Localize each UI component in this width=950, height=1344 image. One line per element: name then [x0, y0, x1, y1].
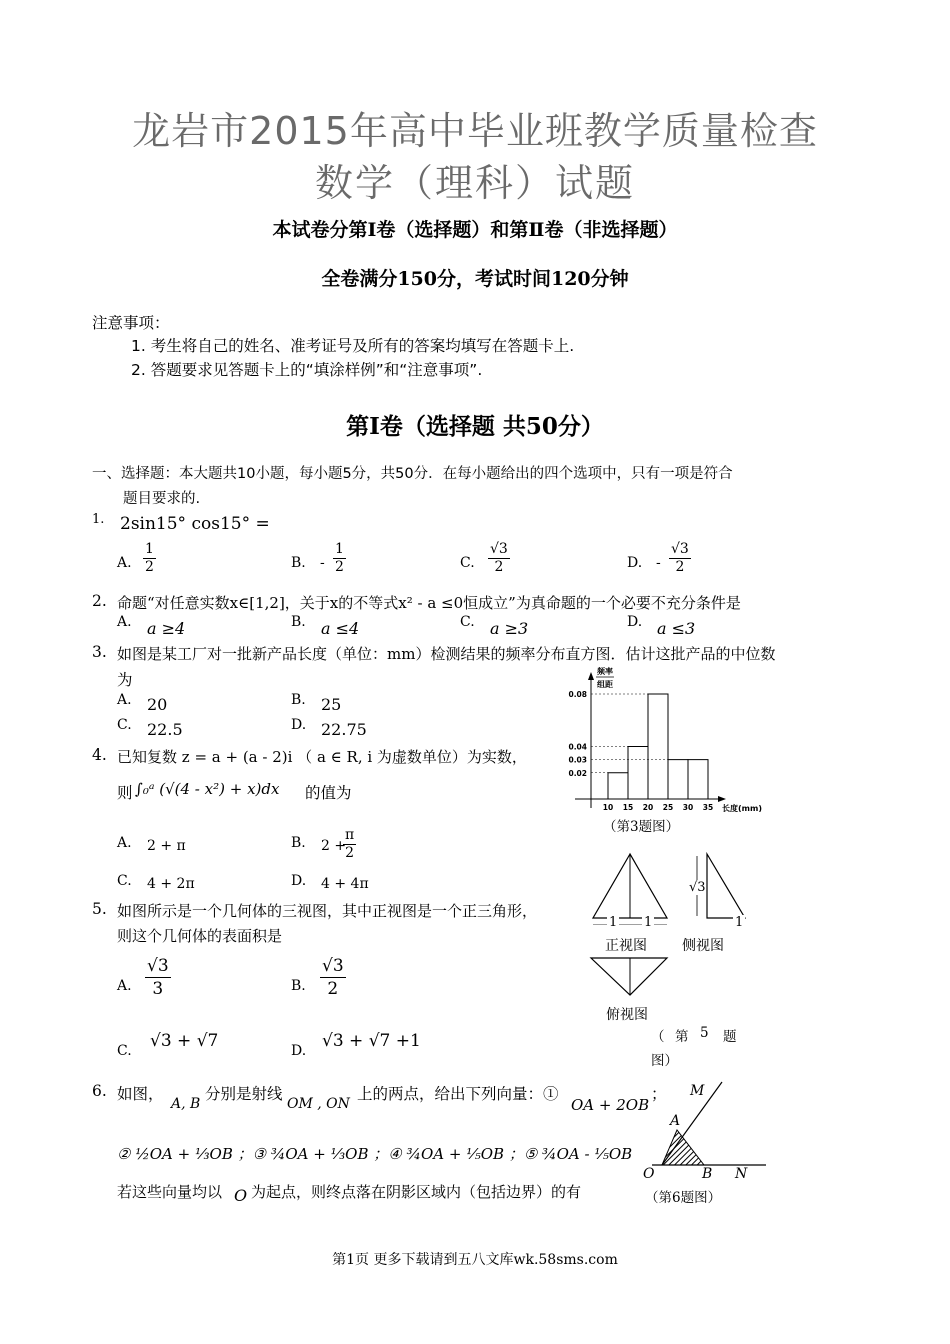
q6-separator: ； — [651, 1085, 667, 1103]
q1-label-b: B. — [291, 555, 306, 571]
top-view-figure — [585, 955, 685, 1000]
hist-ytick-0.04: 0.04 — [568, 742, 587, 752]
q1-d-den: 2 — [675, 559, 685, 575]
label-a: A — [670, 1113, 681, 1129]
q3-option-b: 25 — [321, 695, 342, 714]
q2-label-d: D. — [627, 614, 643, 630]
q1-options — [117, 541, 717, 587]
front-view-label: 正视图 — [605, 938, 647, 954]
q5-label-d: D. — [291, 1043, 307, 1059]
notice-heading: 注意事项： — [92, 314, 170, 332]
q6-vectors-2-5: ② ½OA + ⅓OB ；③ ¾OA + ⅓OB ；④ ¾OA + ⅕OB ；⑤ ¾OA - ⅕OB — [117, 1145, 633, 1163]
q1-option-d — [669, 541, 691, 576]
q4-label-c: C. — [117, 873, 132, 889]
front-dim-right: 1 — [644, 915, 653, 930]
q6-rays: OM , ON — [287, 1096, 350, 1112]
hist-xlabel: 长度(mm) — [722, 804, 762, 812]
hist-xtick-20: 20 — [642, 803, 654, 812]
views-caption-4: 题 — [723, 1029, 737, 1045]
label-b: B — [702, 1166, 713, 1182]
q3-stem-cont: 为 — [117, 671, 133, 689]
q4-stem-suffix: 的值为 — [305, 784, 352, 802]
q5-stem: 如图所示是一个几何体的三视图，其中正视图是一个正三角形， — [117, 902, 538, 920]
q4-option-c: 4 + 2π — [147, 876, 195, 892]
label-n: N — [735, 1166, 748, 1182]
q2-option-d: a ≤3 — [657, 619, 696, 638]
q6-number: 6. — [92, 1082, 107, 1100]
q2-label-b: B. — [291, 614, 306, 630]
document-subject: 数学（理科）试题 — [314, 161, 635, 205]
q6-stem-d: 若这些向量均以 — [117, 1183, 223, 1201]
histogram-figure — [560, 662, 775, 812]
q5-a-den: 3 — [152, 979, 164, 999]
q1-b-num: 1 — [335, 541, 344, 557]
q5-b-num: √3 — [322, 956, 344, 976]
hist-bar-10-15 — [608, 773, 628, 799]
views-caption-2: 第 — [675, 1029, 689, 1045]
q4-option-b-frac — [343, 827, 356, 862]
top-view-shape — [585, 955, 685, 1000]
q1-d-num: √3 — [671, 541, 689, 557]
section-title: 第Ⅰ卷（选择题 共50分） — [346, 413, 604, 440]
q4-label-b: B. — [291, 835, 306, 851]
q2-label-c: C. — [460, 614, 475, 630]
q5-option-d: √3 + √7 +1 — [322, 1031, 421, 1051]
notice-item-2: 2. 答题要求见答题卡上的“填涂样例”和“注意事项”. — [131, 361, 483, 379]
q4-b-num: π — [345, 827, 355, 843]
hist-x-arrow — [718, 796, 726, 802]
q3-option-a: 20 — [147, 695, 168, 714]
q1-b-den: 2 — [335, 559, 344, 575]
side-view-triangle — [707, 854, 745, 918]
q5-option-a — [145, 955, 171, 1000]
q5-option-c: √3 + √7 — [150, 1031, 219, 1051]
top-view-label: 俯视图 — [606, 1007, 648, 1023]
document-title: 龙岩市2015年高中毕业班教学质量检查 — [132, 109, 818, 153]
q4-b-den: 2 — [345, 845, 355, 861]
q5-label-b: B. — [291, 978, 306, 994]
hist-bar-20-25 — [648, 694, 668, 799]
q2-option-c: a ≥3 — [490, 619, 529, 638]
q1-a-num: 1 — [145, 541, 154, 557]
label-o: O — [643, 1166, 655, 1182]
q4-option-d: 4 + 4π — [321, 876, 369, 892]
q3-label-c: C. — [117, 717, 132, 733]
q6-stem-e: 为起点，则终点落在阴影区域内（包括边界）的有 — [251, 1183, 582, 1201]
q4-integral: ∫₀ᵃ (√(4 - x²) + x)dx — [135, 780, 280, 798]
q5-number: 5. — [92, 900, 107, 918]
q1-number: 1. — [92, 512, 105, 527]
q4-stem-prefix: 则 — [117, 784, 133, 802]
rays-caption: （第6题图） — [645, 1190, 722, 1206]
q1-option-c — [488, 541, 510, 576]
hist-ylabel-top: 频率 — [597, 667, 613, 676]
three-views-figure — [585, 850, 775, 960]
q6-stem-b: 分别是射线 — [205, 1085, 283, 1103]
exam-time-note: 全卷满分150分，考试时间120分钟 — [321, 268, 629, 290]
hist-ylabel-bottom: 组距 — [597, 680, 613, 689]
histogram-chart — [560, 662, 775, 812]
hist-ytick-0.08: 0.08 — [568, 690, 587, 699]
views-caption-1: （ — [651, 1029, 665, 1045]
q5-label-a: A. — [117, 978, 132, 994]
q4-label-a: A. — [117, 835, 132, 851]
q1-option-a — [143, 541, 156, 576]
hist-caption: （第3题图） — [603, 819, 680, 835]
q5-label-c: C. — [117, 1043, 132, 1059]
hist-xtick-10: 10 — [602, 803, 614, 812]
section-intro-cont: 题目要求的. — [123, 491, 201, 507]
q1-c-den: 2 — [494, 559, 504, 575]
q3-number: 3. — [92, 643, 107, 661]
page-footer: 第1页 更多下载请到五八文库wk.58sms.com — [332, 1252, 618, 1268]
q5-option-b — [320, 955, 346, 1000]
q1-label-a: A. — [117, 555, 132, 571]
top-view-triangle — [591, 958, 667, 995]
front-side-views — [585, 850, 775, 925]
views-caption-5: 图） — [651, 1053, 678, 1069]
q6-stem-c: 上的两点，给出下列向量：① — [357, 1085, 559, 1103]
side-dim-bottom: 1 — [735, 915, 744, 930]
q6-vector-1: OA + 2OB — [571, 1096, 650, 1114]
q6-origin: O — [234, 1186, 248, 1205]
side-view-label: 侧视图 — [682, 938, 724, 954]
q1-sign-b: - — [320, 555, 325, 571]
q1-a-den: 2 — [145, 559, 154, 575]
q3-stem: 如图是某工厂对一批新产品长度（单位：mm）检测结果的频率分布直方图．估计这批产品的中位数 — [117, 645, 776, 663]
label-m: M — [690, 1083, 705, 1099]
front-dim-left: 1 — [609, 915, 618, 930]
q4-option-b: 2 + — [321, 838, 347, 854]
q2-number: 2. — [92, 592, 107, 610]
q2-label-a: A. — [117, 614, 132, 630]
q1-expression: 2sin15° cos15° = — [120, 514, 270, 534]
hist-bar-15-20 — [628, 747, 648, 800]
hist-xtick-15: 15 — [622, 803, 634, 812]
hist-y-arrow — [588, 672, 594, 680]
notice-item-1: 1. 考生将自己的姓名、准考证号及所有的答案均填写在答题卡上. — [131, 337, 575, 355]
q6-stem-a: 如图， — [117, 1085, 164, 1103]
hist-xtick-35: 35 — [702, 803, 714, 812]
q1-option-b — [333, 541, 346, 576]
q6-points: A, B — [171, 1096, 201, 1112]
views-caption-3: 5 — [700, 1025, 709, 1041]
q2-stem: 命题“对任意实数x∈[1,2]，关于x的不等式x² - a ≤0恒成立”为真命题的一个必要不充分条件是 — [117, 594, 741, 612]
paper-structure-note: 本试卷分第Ⅰ卷（选择题）和第Ⅱ卷（非选择题） — [272, 219, 678, 241]
q1-c-num: √3 — [490, 541, 508, 557]
hist-ytick-0.02: 0.02 — [568, 768, 587, 778]
q4-option-a: 2 + π — [147, 838, 186, 854]
side-dim-label: √3 — [689, 880, 706, 895]
q3-label-d: D. — [291, 717, 307, 733]
q1-sign-d: - — [656, 555, 661, 571]
hist-xtick-25: 25 — [662, 803, 674, 812]
q3-label-a: A. — [117, 692, 132, 708]
rays-figure — [640, 1080, 780, 1190]
q3-label-b: B. — [291, 692, 306, 708]
hist-bar-25-30 — [668, 760, 688, 799]
q4-label-d: D. — [291, 873, 307, 889]
q2-option-b: a ≤4 — [321, 619, 360, 638]
hist-ytick-0.03: 0.03 — [568, 755, 587, 765]
q5-a-num: √3 — [147, 956, 169, 976]
section-intro: 一、选择题：本大题共10小题，每小题5分，共50分．在每小题给出的四个选项中，只有一项是符合 — [92, 466, 733, 482]
q4-stem: 已知复数 z = a + (a - 2)i （ a ∈ R, i 为虚数单位）为实数， — [117, 748, 527, 766]
q1-label-c: C. — [460, 555, 475, 571]
q4-number: 4. — [92, 746, 107, 764]
q5-b-den: 2 — [327, 979, 339, 999]
q5-stem-cont: 则这个几何体的表面积是 — [117, 927, 283, 945]
q3-option-c: 22.5 — [147, 720, 183, 739]
q3-option-d: 22.75 — [321, 720, 367, 739]
hist-xtick-30: 30 — [682, 803, 694, 812]
q1-label-d: D. — [627, 555, 643, 571]
q2-option-a: a ≥4 — [147, 619, 186, 638]
hist-bar-30-35 — [688, 760, 708, 799]
